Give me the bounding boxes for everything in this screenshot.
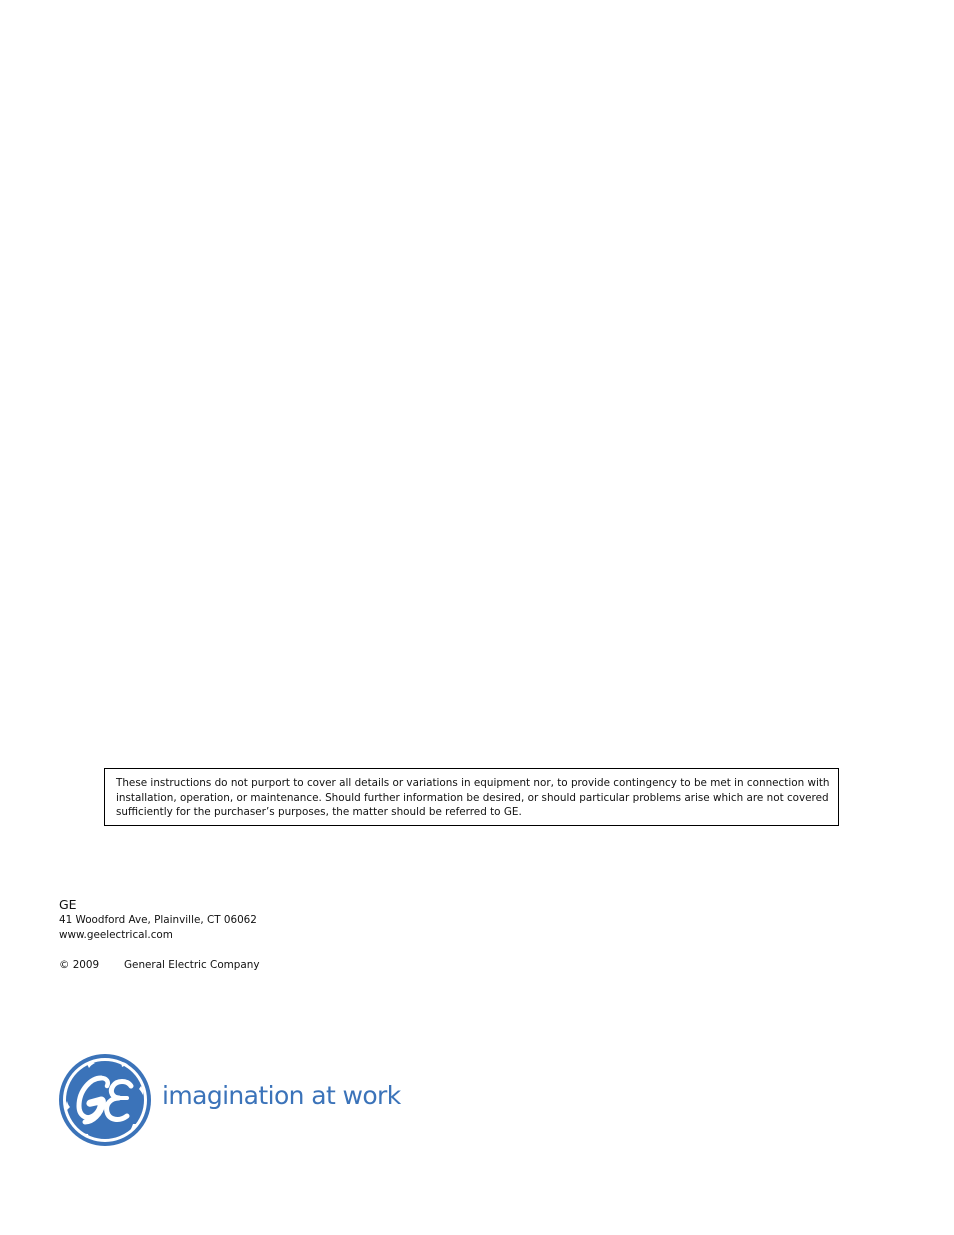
brand-footer [57, 1052, 401, 1148]
copyright-owner: General Electric Company [124, 959, 260, 971]
copyright-line [59, 958, 260, 972]
disclaimer-text: These instructions do not purport to cover all details or variations in equipment nor, to provide contingency to be met in connection with installation, operation, or maintenance. Should further information be desired, or should particular problems arise which are not covered sufficiently for the purchaser’s purposes, the matter should be referred to GE. [116, 777, 830, 819]
contact-block [59, 897, 459, 942]
brand-tagline: imagination at work [162, 1081, 401, 1110]
company-name: GE [59, 897, 77, 912]
copyright-year: © 2009 [59, 959, 100, 971]
disclaimer-box [104, 768, 839, 826]
company-website: www.geelectrical.com [59, 928, 173, 941]
ge-logo-icon [57, 1052, 153, 1148]
company-address: 41 Woodford Ave, Plainville, CT 06062 [59, 914, 257, 926]
